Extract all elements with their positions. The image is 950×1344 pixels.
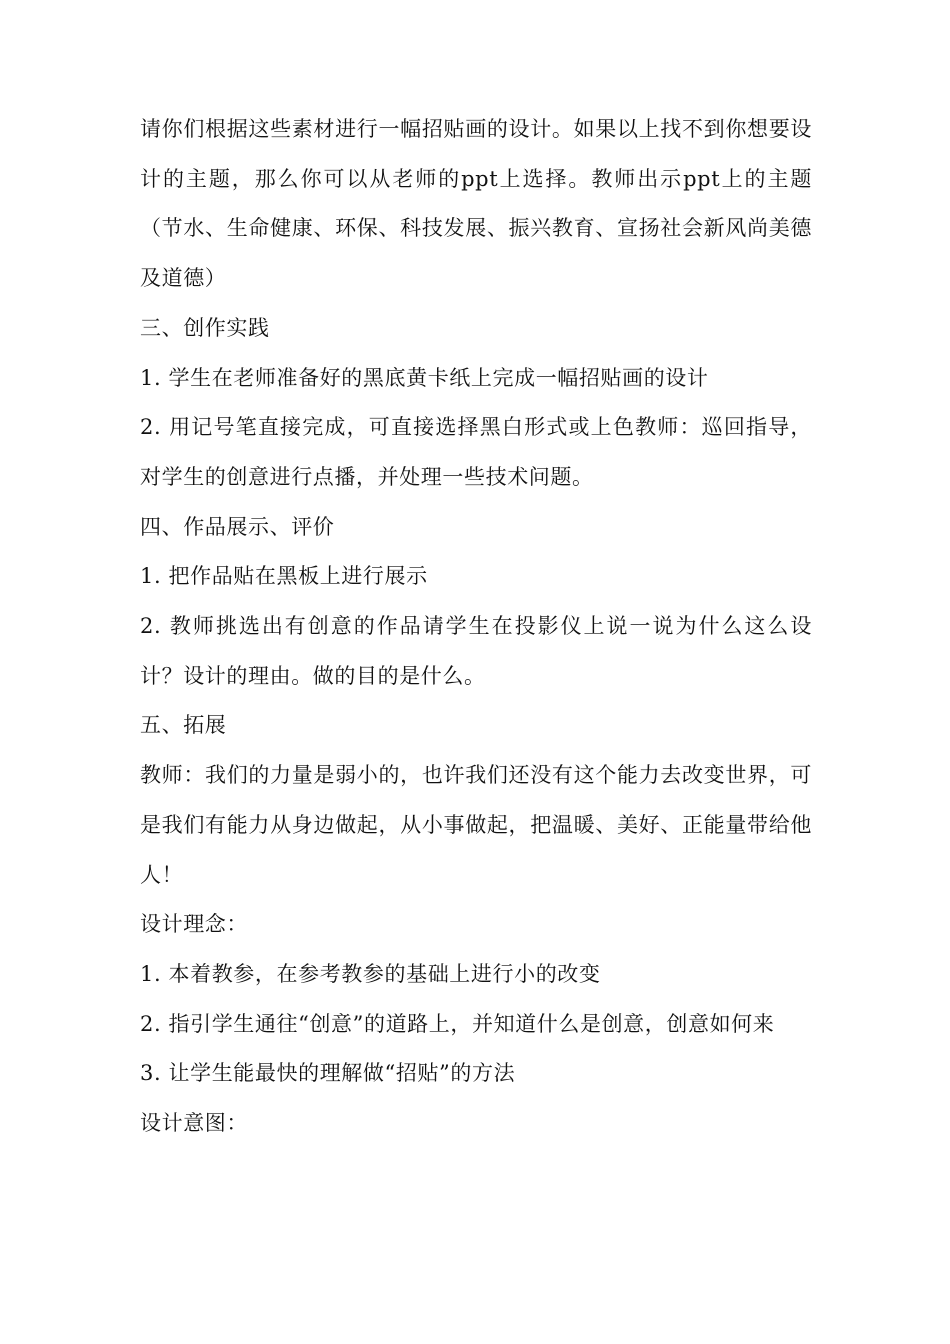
document-body bbox=[140, 105, 812, 1149]
heading-design-concept: 设计理念： bbox=[140, 912, 248, 937]
heading-work-display: 四、作品展示、评价 bbox=[140, 514, 335, 539]
list-item-display-1: 1. 把作品贴在黑板上进行展示 bbox=[140, 564, 428, 589]
heading-creative-practice: 三、创作实践 bbox=[140, 315, 270, 340]
list-item-concept-3: 3. 让学生能最快的理解做“招贴”的方法 bbox=[140, 1061, 516, 1086]
paragraph-design-task: 请你们根据这些素材进行一幅招贴画的设计。如果以上找不到你想要设计的主题，那么你可以从老师的ppt上选择。教师出示ppt上的主题（节水、生命健康、环保、科技发展、振兴教育、宣扬社会新风尚美德及道德） bbox=[140, 117, 812, 291]
list-item-practice-2: 2. 用记号笔直接完成，可直接选择黑白形式或上色教师：巡回指导，对学生的创意进行点播，并处理一些技术问题。 bbox=[140, 415, 812, 489]
heading-design-intent: 设计意图： bbox=[140, 1111, 248, 1136]
list-item-concept-1: 1. 本着教参，在参考教参的基础上进行小的改变 bbox=[140, 961, 601, 986]
list-item-display-2: 2. 教师挑选出有创意的作品请学生在投影仪上说一说为什么这么设计？设计的理由。做的目的是什么。 bbox=[140, 614, 812, 688]
list-item-practice-1: 1. 学生在老师准备好的黑底黄卡纸上完成一幅招贴画的设计 bbox=[140, 365, 709, 390]
heading-extension: 五、拓展 bbox=[140, 713, 227, 738]
paragraph-teacher-remark: 教师：我们的力量是弱小的，也许我们还没有这个能力去改变世界，可是我们有能力从身边做起，从小事做起，把温暖、美好、正能量带给他人！ bbox=[140, 763, 812, 887]
list-item-concept-2: 2. 指引学生通往“创意”的道路上，并知道什么是创意，创意如何来 bbox=[140, 1011, 775, 1036]
